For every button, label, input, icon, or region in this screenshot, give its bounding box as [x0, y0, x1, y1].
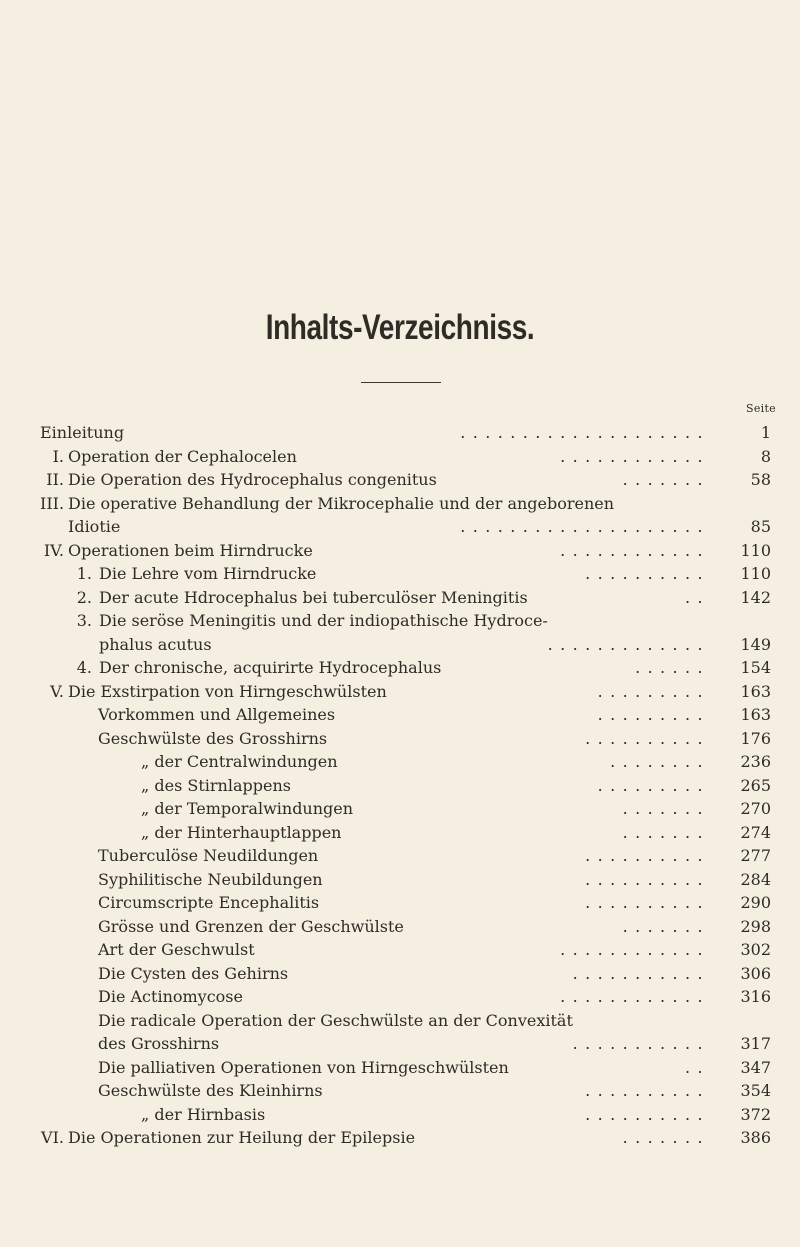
- toc-entry-title: Die seröse Meningitis und der indiopathische Hydroce-: [99, 611, 548, 630]
- dot-leader: ..........: [585, 846, 710, 865]
- toc-entry: [0, 609, 800, 633]
- toc-entry-page: 347: [740, 1057, 771, 1077]
- toc-entry-number: III.: [40, 493, 65, 513]
- toc-entry: [0, 915, 800, 939]
- toc-entry-title: Die radicale Operation der Geschwülste an der Convexität: [98, 1010, 573, 1030]
- toc-entry-title: Der acute Hdrocephalus bei tuberculöser Meningitis: [99, 587, 528, 607]
- toc-entry-page: 110: [740, 540, 771, 560]
- toc-entry-title: „ der Temporalwindungen: [141, 799, 354, 818]
- toc-entry-number: IV.: [43, 540, 64, 560]
- toc-entry-title: Vorkommen und Allgemeines: [98, 705, 336, 724]
- dot-leader: .........: [597, 705, 710, 724]
- dot-leader: ..........: [585, 869, 710, 889]
- dot-leader: ..: [685, 587, 710, 607]
- toc-entry-title: Operationen beim Hirndrucke: [68, 540, 313, 560]
- toc-entry: [0, 680, 800, 704]
- toc-entry-title: phalus acutus: [99, 634, 212, 654]
- toc-entry-page: 265: [740, 775, 771, 795]
- toc-entry-page: 354: [740, 1081, 771, 1100]
- toc-entry-page: 154: [740, 658, 771, 677]
- toc-entry-title: Syphilitische Neubildungen: [98, 869, 323, 889]
- toc-entry: [0, 962, 800, 986]
- toc-entry: [0, 797, 800, 821]
- dot-leader: ....................: [460, 423, 710, 442]
- toc-entry: [0, 586, 800, 610]
- seite-column-header: Seite: [746, 402, 776, 415]
- toc-entry-page: 290: [740, 893, 771, 912]
- toc-entry-page: 85: [750, 517, 771, 536]
- toc-entry: [0, 821, 800, 845]
- dot-leader: ...........: [572, 963, 710, 983]
- toc-entry-title: Geschwülste des Grosshirns: [98, 728, 328, 748]
- toc-entry: [0, 1126, 800, 1150]
- toc-entry: [0, 985, 800, 1009]
- toc-entry-number: 2.: [76, 587, 92, 607]
- toc-entry: [0, 938, 800, 962]
- toc-entry-page: 236: [740, 752, 771, 771]
- toc-entry-page: 270: [740, 799, 771, 818]
- dot-leader: .........: [597, 681, 710, 701]
- dot-leader: ..........: [585, 728, 710, 748]
- dot-leader: ..: [685, 1057, 710, 1077]
- toc-entry-page: 163: [740, 681, 771, 701]
- toc-entry-page: 306: [740, 963, 771, 983]
- page-title: Inhalts-Verzeichniss.: [265, 308, 535, 347]
- toc-entry: [0, 868, 800, 892]
- dot-leader: ............: [560, 987, 710, 1006]
- dot-leader: ...........: [572, 1034, 710, 1053]
- toc-entry-title: „ der Hinterhauptlappen: [141, 822, 342, 842]
- toc-entry-title: Art der Geschwulst: [98, 940, 255, 959]
- toc-entry: [0, 703, 800, 727]
- toc-entry-title: Tuberculöse Neudildungen: [98, 846, 319, 865]
- toc-entry-title: Der chronische, acquirirte Hydrocephalus: [99, 658, 442, 677]
- toc-entry-page: 176: [740, 728, 771, 748]
- toc-entry: [0, 633, 800, 657]
- toc-entry-title: „ der Hirnbasis: [141, 1104, 266, 1124]
- toc-entry: [0, 750, 800, 774]
- dot-leader: ..........: [585, 893, 710, 912]
- toc-entry-number: 4.: [76, 658, 92, 677]
- toc-entry-page: 277: [740, 846, 771, 865]
- toc-entry: [0, 1032, 800, 1056]
- toc-entry-title: Die operative Behandlung der Mikrocephalie und der angeborenen: [68, 493, 615, 513]
- toc-entry-page: 302: [740, 940, 771, 959]
- toc-entry: [0, 421, 800, 445]
- toc-entry-title: Die Actinomycose: [98, 987, 243, 1006]
- dot-leader: ....................: [460, 517, 710, 536]
- toc-entry-page: 58: [750, 470, 771, 489]
- dot-leader: ............: [560, 446, 710, 466]
- dot-leader: .......: [622, 470, 710, 489]
- toc-entry-title: Die Lehre vom Hirndrucke: [99, 564, 317, 583]
- toc-entry: [0, 727, 800, 751]
- toc-entry-page: 386: [740, 1128, 771, 1147]
- toc-entry-page: 298: [740, 916, 771, 936]
- title-rule: [361, 382, 441, 383]
- dot-leader: .......: [622, 916, 710, 936]
- toc-entry-title: Die Exstirpation von Hirngeschwülsten: [68, 681, 387, 701]
- toc-entry-number: II.: [46, 470, 64, 489]
- toc-entry-page: 284: [740, 869, 771, 889]
- toc-entry-title: Die palliativen Operationen von Hirngeschwülsten: [98, 1057, 509, 1077]
- dot-leader: .......: [622, 799, 710, 818]
- table-of-contents: [0, 421, 800, 1150]
- dot-leader: ........: [610, 752, 710, 771]
- dot-leader: ............: [560, 540, 710, 560]
- toc-entry-title: „ der Centralwindungen: [141, 752, 338, 771]
- toc-entry-page: 1: [760, 423, 771, 442]
- toc-entry: [0, 539, 800, 563]
- toc-entry: [0, 1056, 800, 1080]
- dot-leader: ..........: [585, 1081, 710, 1100]
- toc-entry-title: Operation der Cephalocelen: [68, 446, 297, 466]
- toc-entry-number: V.: [50, 681, 64, 701]
- toc-entry-page: 316: [740, 987, 771, 1006]
- toc-entry: [0, 562, 800, 586]
- toc-entry-number: 3.: [76, 611, 92, 630]
- toc-entry-title: Die Operation des Hydrocephalus congenitus: [68, 470, 437, 489]
- toc-entry-title: „ des Stirnlappens: [141, 775, 291, 795]
- toc-entry: [0, 656, 800, 680]
- toc-entry-title: Die Cysten des Gehirns: [98, 963, 289, 983]
- dot-leader: ......: [635, 658, 710, 677]
- toc-entry-title: Geschwülste des Kleinhirns: [98, 1081, 323, 1100]
- toc-entry-title: Die Operationen zur Heilung der Epilepsie: [68, 1128, 416, 1147]
- dot-leader: .......: [622, 822, 710, 842]
- toc-entry: [0, 1009, 800, 1033]
- toc-entry-title: des Grosshirns: [98, 1034, 220, 1053]
- toc-entry: [0, 515, 800, 539]
- toc-entry-title: Circumscripte Encephalitis: [98, 893, 320, 912]
- dot-leader: .............: [547, 634, 710, 654]
- toc-entry: [0, 1103, 800, 1127]
- dot-leader: ..........: [585, 564, 710, 583]
- toc-entry-title: Einleitung: [40, 423, 125, 442]
- toc-entry-page: 163: [740, 705, 771, 724]
- dot-leader: ............: [560, 940, 710, 959]
- toc-entry-number: 1.: [76, 564, 92, 583]
- toc-entry-number: VI.: [41, 1128, 64, 1147]
- toc-entry-page: 372: [740, 1104, 771, 1124]
- toc-entry: [0, 492, 800, 516]
- toc-entry: [0, 1079, 800, 1103]
- dot-leader: .......: [622, 1128, 710, 1147]
- toc-entry: [0, 844, 800, 868]
- dot-leader: ..........: [585, 1104, 710, 1124]
- toc-entry-page: 317: [740, 1034, 771, 1053]
- toc-entry-number: I.: [52, 446, 64, 466]
- toc-entry-page: 274: [740, 822, 771, 842]
- toc-entry-title: Idiotie: [68, 517, 121, 536]
- toc-entry: [0, 891, 800, 915]
- toc-entry-page: 110: [740, 564, 771, 583]
- toc-entry-page: 142: [740, 587, 771, 607]
- toc-entry: [0, 774, 800, 798]
- toc-entry-page: 149: [740, 634, 771, 654]
- toc-entry-title: Grösse und Grenzen der Geschwülste: [98, 916, 404, 936]
- dot-leader: .........: [597, 775, 710, 795]
- toc-entry: [0, 445, 800, 469]
- toc-entry: [0, 468, 800, 492]
- toc-entry-page: 8: [760, 446, 771, 466]
